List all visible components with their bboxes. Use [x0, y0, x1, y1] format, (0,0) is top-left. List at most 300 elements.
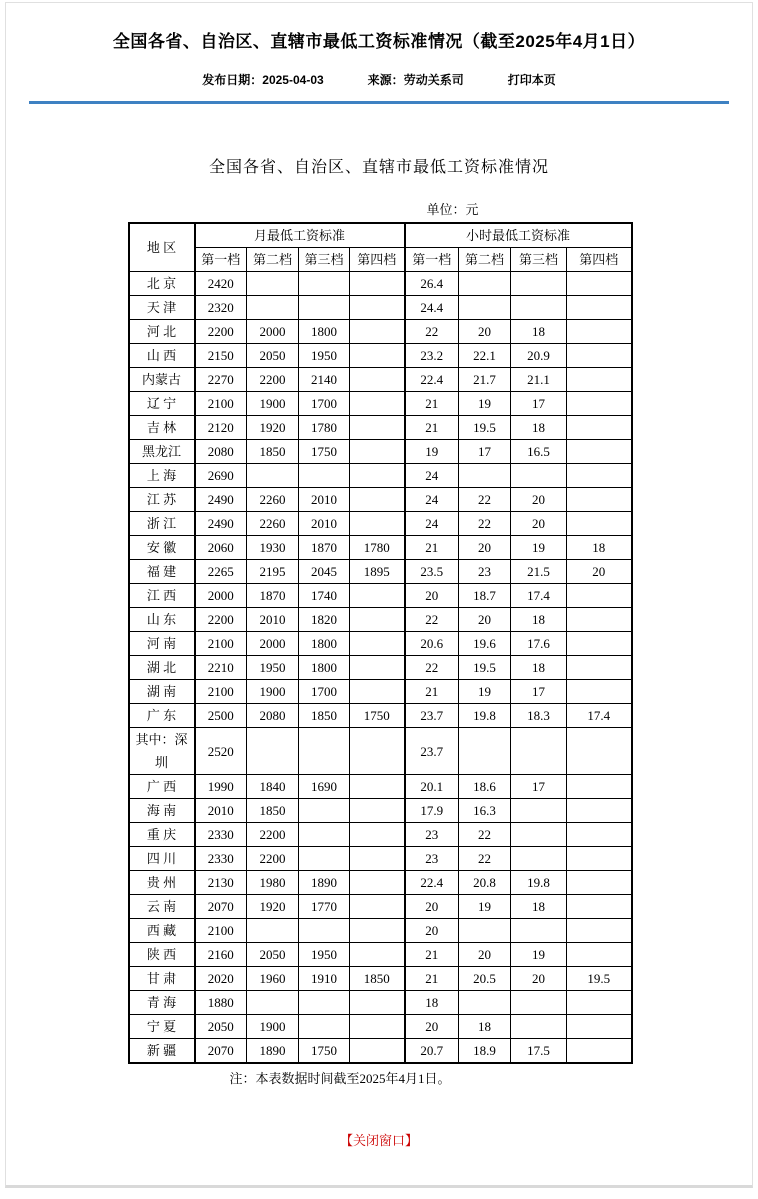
value-cell [459, 728, 511, 775]
value-cell: 1900 [247, 680, 299, 704]
value-cell: 22.1 [459, 344, 511, 368]
value-cell [247, 464, 299, 488]
value-cell: 17.4 [511, 584, 567, 608]
table-title: 全国各省、自治区、直辖市最低工资标准情况 [208, 159, 549, 176]
value-cell: 1690 [299, 775, 350, 799]
value-cell: 2130 [195, 871, 247, 895]
value-cell: 1820 [299, 608, 350, 632]
table-row [129, 536, 632, 560]
value-cell [350, 823, 405, 847]
value-cell: 18 [567, 536, 632, 560]
value-cell [511, 296, 567, 320]
region-cell: 青 海 [129, 991, 195, 1015]
value-cell [459, 464, 511, 488]
value-cell: 20 [459, 943, 511, 967]
table-row [129, 416, 632, 440]
value-cell: 19.5 [567, 967, 632, 991]
value-cell: 1870 [299, 536, 350, 560]
region-cell: 浙 江 [129, 512, 195, 536]
value-cell: 1750 [299, 1039, 350, 1064]
table-row [129, 847, 632, 871]
table-row [129, 272, 632, 296]
value-cell: 2050 [195, 1015, 247, 1039]
value-cell: 21.5 [511, 560, 567, 584]
value-cell [511, 823, 567, 847]
value-cell [350, 728, 405, 775]
value-cell [567, 895, 632, 919]
value-cell: 20 [567, 560, 632, 584]
value-cell: 20 [405, 895, 459, 919]
value-cell: 19 [459, 680, 511, 704]
table-row [129, 368, 632, 392]
value-cell: 19 [511, 536, 567, 560]
column-header-monthly-tier3: 第三档 [299, 248, 350, 272]
column-header-monthly-tier2: 第二档 [247, 248, 299, 272]
value-cell: 1950 [299, 344, 350, 368]
region-cell: 山 西 [129, 344, 195, 368]
table-row [129, 440, 632, 464]
region-cell: 宁 夏 [129, 1015, 195, 1039]
value-cell [459, 991, 511, 1015]
value-cell: 18 [511, 608, 567, 632]
value-cell: 17 [511, 775, 567, 799]
value-cell: 19.5 [459, 416, 511, 440]
value-cell: 2210 [195, 656, 247, 680]
value-cell: 22 [459, 512, 511, 536]
value-cell: 1900 [247, 392, 299, 416]
value-cell: 2490 [195, 488, 247, 512]
table-row [129, 464, 632, 488]
value-cell: 2100 [195, 632, 247, 656]
region-cell: 黑龙江 [129, 440, 195, 464]
value-cell: 1880 [195, 991, 247, 1015]
value-cell [350, 416, 405, 440]
table-row [129, 680, 632, 704]
value-cell: 22 [405, 608, 459, 632]
value-cell [350, 632, 405, 656]
value-cell [567, 775, 632, 799]
table-area [128, 199, 631, 1064]
value-cell: 2070 [195, 1039, 247, 1064]
table-row [129, 392, 632, 416]
value-cell: 24 [405, 488, 459, 512]
value-cell [247, 919, 299, 943]
table-row [129, 823, 632, 847]
value-cell: 24.4 [405, 296, 459, 320]
table-row [129, 296, 632, 320]
value-cell: 2100 [195, 392, 247, 416]
value-cell [567, 464, 632, 488]
value-cell: 2200 [195, 320, 247, 344]
value-cell [567, 919, 632, 943]
value-cell [567, 320, 632, 344]
table-row [129, 512, 632, 536]
minimum-wage-table [128, 222, 633, 1064]
value-cell: 1780 [299, 416, 350, 440]
region-cell: 河 北 [129, 320, 195, 344]
value-cell: 23.5 [405, 560, 459, 584]
value-cell [350, 871, 405, 895]
region-cell: 江 苏 [129, 488, 195, 512]
table-row [129, 895, 632, 919]
page-container [5, 2, 753, 1188]
table-row [129, 560, 632, 584]
source-value: 劳动关系司 [403, 73, 464, 87]
value-cell: 2260 [247, 488, 299, 512]
value-cell: 2000 [247, 632, 299, 656]
value-cell: 23.7 [405, 704, 459, 728]
value-cell: 19.8 [511, 871, 567, 895]
page-header [6, 3, 752, 104]
table-row [129, 728, 632, 775]
value-cell: 2490 [195, 512, 247, 536]
value-cell [459, 919, 511, 943]
value-cell: 2060 [195, 536, 247, 560]
value-cell [350, 895, 405, 919]
value-cell: 16.5 [511, 440, 567, 464]
value-cell [567, 871, 632, 895]
value-cell: 2080 [195, 440, 247, 464]
value-cell [567, 632, 632, 656]
value-cell [299, 464, 350, 488]
meta-bar [6, 71, 752, 88]
value-cell: 24 [405, 512, 459, 536]
value-cell [567, 440, 632, 464]
value-cell [350, 296, 405, 320]
value-cell [350, 488, 405, 512]
value-cell: 19 [459, 895, 511, 919]
value-cell: 23.2 [405, 344, 459, 368]
value-cell: 23 [459, 560, 511, 584]
value-cell: 23 [405, 823, 459, 847]
value-cell: 2140 [299, 368, 350, 392]
value-cell [350, 608, 405, 632]
value-cell: 20.8 [459, 871, 511, 895]
value-cell [350, 392, 405, 416]
value-cell: 20.9 [511, 344, 567, 368]
value-cell [567, 1015, 632, 1039]
region-cell: 福 建 [129, 560, 195, 584]
column-header-monthly-tier1: 第一档 [195, 248, 247, 272]
table-row [129, 991, 632, 1015]
value-cell: 2200 [247, 847, 299, 871]
value-cell: 2070 [195, 895, 247, 919]
unit-label: 单位：元 [426, 202, 479, 217]
value-cell: 2500 [195, 704, 247, 728]
table-note: 注：本表数据时间截至2025年4月1日。 [229, 1071, 451, 1086]
value-cell: 22 [405, 656, 459, 680]
print-page-link[interactable]: 打印本页 [507, 73, 556, 87]
table-row [129, 943, 632, 967]
document-body [6, 154, 752, 1149]
table-row [129, 775, 632, 799]
region-cell: 湖 北 [129, 656, 195, 680]
value-cell: 17 [459, 440, 511, 464]
value-cell: 2200 [195, 608, 247, 632]
value-cell: 2010 [299, 488, 350, 512]
value-cell [350, 440, 405, 464]
region-cell: 湖 南 [129, 680, 195, 704]
value-cell: 17.5 [511, 1039, 567, 1064]
value-cell: 17 [511, 392, 567, 416]
value-cell: 2100 [195, 680, 247, 704]
value-cell [511, 991, 567, 1015]
value-cell [511, 464, 567, 488]
value-cell: 1920 [247, 416, 299, 440]
value-cell [350, 680, 405, 704]
value-cell: 2080 [247, 704, 299, 728]
value-cell: 18.7 [459, 584, 511, 608]
value-cell [247, 728, 299, 775]
value-cell: 20 [405, 584, 459, 608]
table-row [129, 320, 632, 344]
value-cell: 2520 [195, 728, 247, 775]
source-label: 来源： [367, 73, 404, 87]
value-cell [350, 656, 405, 680]
value-cell: 20.6 [405, 632, 459, 656]
value-cell: 22 [405, 320, 459, 344]
value-cell: 1850 [299, 704, 350, 728]
value-cell: 17 [511, 680, 567, 704]
value-cell: 1700 [299, 680, 350, 704]
table-row [129, 919, 632, 943]
value-cell: 19.8 [459, 704, 511, 728]
region-cell: 云 南 [129, 895, 195, 919]
value-cell: 20.1 [405, 775, 459, 799]
value-cell [350, 1039, 405, 1064]
value-cell: 2195 [247, 560, 299, 584]
value-cell: 2270 [195, 368, 247, 392]
value-cell: 2330 [195, 847, 247, 871]
value-cell: 2160 [195, 943, 247, 967]
region-cell: 天 津 [129, 296, 195, 320]
value-cell: 18 [459, 1015, 511, 1039]
value-cell: 2120 [195, 416, 247, 440]
source [368, 71, 464, 88]
value-cell: 21 [405, 392, 459, 416]
value-cell: 1770 [299, 895, 350, 919]
publish-date-label: 发布日期： [202, 73, 263, 87]
value-cell [567, 512, 632, 536]
value-cell: 18 [405, 991, 459, 1015]
value-cell [567, 416, 632, 440]
value-cell [350, 1015, 405, 1039]
table-row [129, 967, 632, 991]
value-cell: 17.6 [511, 632, 567, 656]
value-cell: 1850 [247, 440, 299, 464]
value-cell: 20 [459, 608, 511, 632]
value-cell: 18 [511, 416, 567, 440]
value-cell: 21.7 [459, 368, 511, 392]
value-cell: 2050 [247, 943, 299, 967]
value-cell [567, 272, 632, 296]
footer [6, 1130, 752, 1149]
value-cell [567, 799, 632, 823]
value-cell [350, 584, 405, 608]
value-cell [247, 296, 299, 320]
value-cell: 18 [511, 656, 567, 680]
value-cell: 19 [459, 392, 511, 416]
value-cell: 1930 [247, 536, 299, 560]
value-cell: 22.4 [405, 871, 459, 895]
value-cell [350, 464, 405, 488]
value-cell [299, 847, 350, 871]
value-cell [350, 344, 405, 368]
value-cell: 18.3 [511, 704, 567, 728]
value-cell [567, 847, 632, 871]
header-divider [29, 101, 729, 104]
value-cell [350, 272, 405, 296]
value-cell: 26.4 [405, 272, 459, 296]
value-cell: 1700 [299, 392, 350, 416]
region-cell: 上 海 [129, 464, 195, 488]
value-cell: 1850 [350, 967, 405, 991]
value-cell [350, 847, 405, 871]
value-cell: 2330 [195, 823, 247, 847]
value-cell: 1910 [299, 967, 350, 991]
value-cell [299, 728, 350, 775]
table-header-row-tiers [129, 248, 632, 272]
value-cell: 18.6 [459, 775, 511, 799]
value-cell: 1890 [247, 1039, 299, 1064]
value-cell [511, 847, 567, 871]
value-cell: 1740 [299, 584, 350, 608]
unit-row [128, 199, 631, 217]
table-row [129, 1039, 632, 1064]
column-header-hourly-tier1: 第一档 [405, 248, 459, 272]
value-cell [567, 656, 632, 680]
value-cell [350, 799, 405, 823]
page-title: 全国各省、自治区、直辖市最低工资标准情况（截至2025年4月1日） [112, 32, 646, 51]
region-cell: 山 东 [129, 608, 195, 632]
region-cell: 陕 西 [129, 943, 195, 967]
value-cell: 1990 [195, 775, 247, 799]
table-row [129, 632, 632, 656]
value-cell: 2265 [195, 560, 247, 584]
table-row [129, 1015, 632, 1039]
region-cell: 新 疆 [129, 1039, 195, 1064]
table-row [129, 584, 632, 608]
value-cell: 1750 [299, 440, 350, 464]
region-cell: 吉 林 [129, 416, 195, 440]
value-cell [350, 943, 405, 967]
region-cell: 内蒙古 [129, 368, 195, 392]
region-cell: 广 西 [129, 775, 195, 799]
value-cell [299, 296, 350, 320]
column-header-hourly-tier4: 第四档 [567, 248, 632, 272]
value-cell: 20.5 [459, 967, 511, 991]
table-row [129, 871, 632, 895]
value-cell: 17.9 [405, 799, 459, 823]
value-cell: 21 [405, 416, 459, 440]
value-cell: 2320 [195, 296, 247, 320]
value-cell [511, 799, 567, 823]
value-cell [350, 368, 405, 392]
value-cell: 19 [405, 440, 459, 464]
value-cell: 2690 [195, 464, 247, 488]
value-cell: 16.3 [459, 799, 511, 823]
value-cell: 21 [405, 967, 459, 991]
value-cell: 2260 [247, 512, 299, 536]
value-cell: 22.4 [405, 368, 459, 392]
value-cell: 1960 [247, 967, 299, 991]
table-header-row-groups [129, 223, 632, 248]
value-cell [567, 728, 632, 775]
value-cell [567, 368, 632, 392]
value-cell [350, 320, 405, 344]
value-cell: 20 [511, 488, 567, 512]
value-cell: 20 [459, 536, 511, 560]
region-cell: 河 南 [129, 632, 195, 656]
region-cell: 海 南 [129, 799, 195, 823]
value-cell: 21 [405, 680, 459, 704]
value-cell: 19.5 [459, 656, 511, 680]
value-cell: 22 [459, 823, 511, 847]
column-header-monthly-tier4: 第四档 [350, 248, 405, 272]
region-cell: 其中：深圳 [129, 728, 195, 775]
value-cell: 1980 [247, 871, 299, 895]
value-cell: 17.4 [567, 704, 632, 728]
value-cell [247, 991, 299, 1015]
region-cell: 甘 肃 [129, 967, 195, 991]
value-cell: 1895 [350, 560, 405, 584]
value-cell: 20 [511, 967, 567, 991]
group-header-hourly: 小时最低工资标准 [405, 223, 632, 248]
value-cell: 2420 [195, 272, 247, 296]
value-cell [350, 512, 405, 536]
value-cell: 2020 [195, 967, 247, 991]
table-row [129, 608, 632, 632]
value-cell: 18.9 [459, 1039, 511, 1064]
value-cell: 1950 [299, 943, 350, 967]
value-cell: 1920 [247, 895, 299, 919]
close-window-link[interactable]: 【关闭窗口】 [339, 1133, 418, 1148]
value-cell: 21 [405, 536, 459, 560]
value-cell: 23.7 [405, 728, 459, 775]
value-cell [350, 991, 405, 1015]
region-cell: 江 西 [129, 584, 195, 608]
value-cell: 20 [405, 1015, 459, 1039]
value-cell [511, 272, 567, 296]
value-cell: 1780 [350, 536, 405, 560]
value-cell: 2000 [247, 320, 299, 344]
value-cell: 1840 [247, 775, 299, 799]
value-cell: 20 [459, 320, 511, 344]
value-cell: 21.1 [511, 368, 567, 392]
value-cell: 20 [405, 919, 459, 943]
value-cell: 1800 [299, 320, 350, 344]
value-cell [299, 272, 350, 296]
value-cell: 2200 [247, 368, 299, 392]
value-cell: 18 [511, 320, 567, 344]
value-cell: 23 [405, 847, 459, 871]
value-cell: 1800 [299, 632, 350, 656]
value-cell [459, 296, 511, 320]
value-cell [247, 272, 299, 296]
column-header-hourly-tier3: 第三档 [511, 248, 567, 272]
value-cell: 24 [405, 464, 459, 488]
table-row [129, 656, 632, 680]
value-cell [511, 1015, 567, 1039]
value-cell: 1890 [299, 871, 350, 895]
table-row [129, 704, 632, 728]
value-cell: 20.7 [405, 1039, 459, 1064]
value-cell: 2010 [299, 512, 350, 536]
value-cell: 2100 [195, 919, 247, 943]
value-cell: 2010 [247, 608, 299, 632]
value-cell: 19 [511, 943, 567, 967]
value-cell: 21 [405, 943, 459, 967]
